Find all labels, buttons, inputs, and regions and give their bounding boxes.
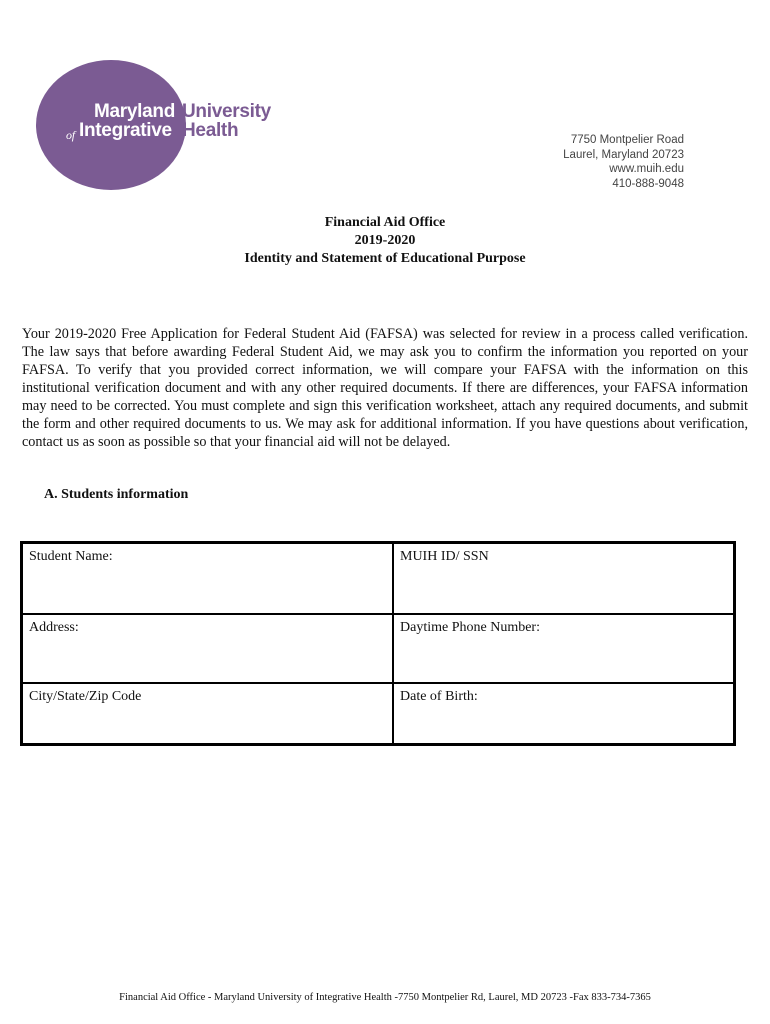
logo-text-of: of — [66, 128, 75, 142]
student-name-field[interactable]: Student Name: — [23, 544, 394, 615]
address-street: 7750 Montpelier Road — [570, 134, 684, 146]
date-of-birth-field[interactable]: Date of Birth: — [400, 689, 478, 704]
logo-text-integrative: Integrative — [79, 120, 172, 141]
logo-text-university: University — [182, 101, 271, 122]
student-info-table — [20, 541, 736, 746]
intro-paragraph: Your 2019-2020 Free Application for Federal Student Aid (FAFSA) was selected for review in a process called verification. The law says that before awarding Federal Student Aid, we may ask you to confirm the information you reported on your FAFSA. To verify that you provided correct information, we will compare your FAFSA with the information on this institutional verification document and with any other required documents. If there are differences, your FAFSA information may need to be corrected. You must complete and sign this verification worksheet, attach any required documents, and submit the form and other required documents to us. We may ask for additional information. If you have questions about verification, contact us as soon as possible so that your financial aid will not be delayed. — [22, 326, 748, 450]
page-footer: Financial Aid Office - Maryland University of Integrative Health -7750 Montpelier Rd, Laurel, MD 20723 -Fax 833-734-7365 — [119, 992, 651, 1003]
office-title: Financial Aid Office — [324, 215, 446, 230]
muih-id-ssn-field[interactable]: MUIH ID/ SSN — [394, 544, 733, 615]
address-web: www.muih.edu — [609, 163, 684, 176]
daytime-phone-field[interactable]: Daytime Phone Number: — [394, 615, 733, 684]
city-state-zip-field[interactable]: City/State/Zip Code — [23, 684, 394, 743]
address-city: Laurel, Maryland 20723 — [563, 148, 684, 161]
logo-text-health: Health — [182, 120, 239, 141]
document-title: Identity and Statement of Educational Purpose — [244, 251, 526, 266]
award-year: 2019-2020 — [354, 233, 416, 248]
university-address — [563, 133, 684, 191]
address-field[interactable]: Address: — [23, 615, 394, 684]
logo-text-maryland: Maryland — [94, 101, 176, 122]
address-phone: 410-888-9048 — [612, 177, 684, 190]
section-a-title: A. Students information — [44, 487, 189, 502]
